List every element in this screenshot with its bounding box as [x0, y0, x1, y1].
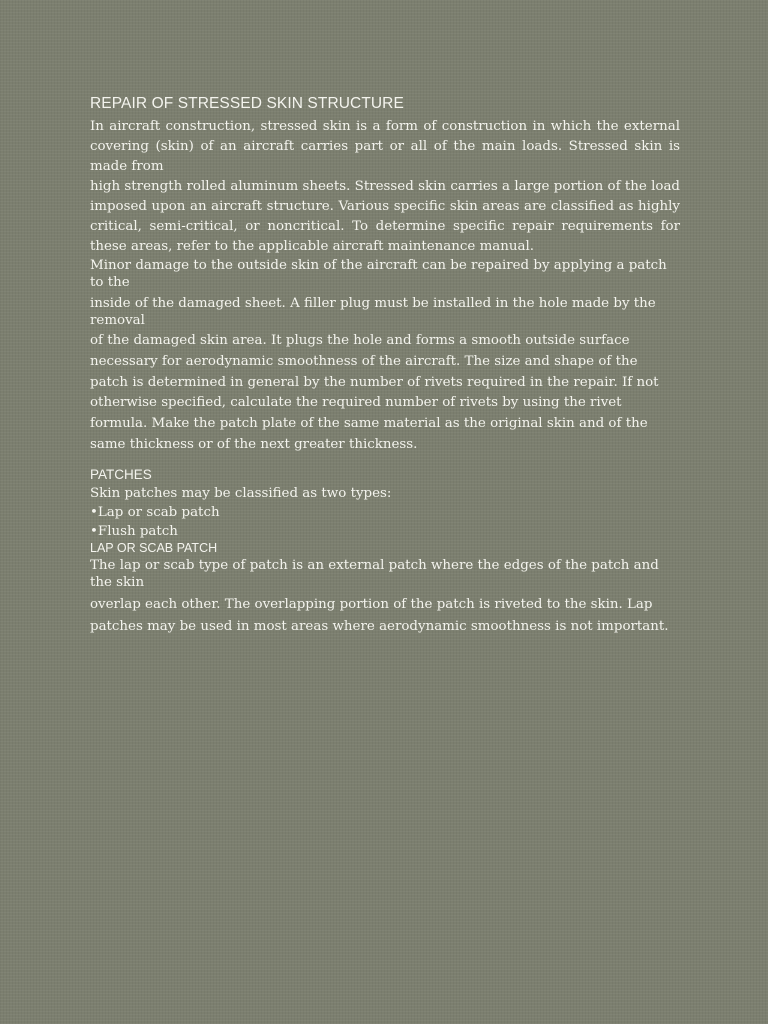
patch-type-item: •Flush patch — [90, 523, 178, 539]
page-title: REPAIR OF STRESSED SKIN STRUCTURE — [90, 95, 404, 112]
minor-damage-line-3: of the damaged skin area. It plugs the hole and forms a smooth outside surface — [90, 333, 630, 348]
lap-patch-heading: LAP OR SCAB PATCH — [90, 540, 218, 555]
patches-heading: PATCHES — [90, 466, 152, 482]
minor-damage-line-7: formula. Make the patch plate of the same material as the original skin and of the — [90, 416, 648, 432]
minor-damage-line-1: Minor damage to the outside skin of the aircraft can be repaired by applying a patch to the — [90, 258, 667, 290]
minor-damage-line-4: necessary for aerodynamic smoothness of the aircraft. The size and shape of the — [90, 353, 638, 369]
intro-paragraph-2: high strength rolled aluminum sheets. Stressed skin carries a large portion of the load imposed upon an aircraft structure. Various specific skin areas are classified as highly critical, semi-critical, or noncritical. To determine specific repair requirements for these areas, refer to the applicable aircraft maintenance manual. — [90, 179, 680, 254]
intro-paragraph-1: In aircraft construction, stressed skin is a form of construction in which the external covering (skin) of an aircraft carries part or all of the main loads. Stressed skin is made from — [90, 119, 680, 174]
minor-damage-line-8: same thickness or of the next greater thickness. — [90, 436, 418, 452]
lap-patch-line-2: overlap each other. The overlapping portion of the patch is riveted to the skin. Lap — [90, 596, 653, 612]
patch-type-item: •Lap or scab patch — [90, 504, 220, 520]
lap-patch-line-3: patches may be used in most areas where aerodynamic smoothness is not important. — [90, 618, 669, 634]
document-page — [90, 95, 680, 638]
lap-patch-line-1: The lap or scab type of patch is an external patch where the edges of the patch and the skin — [90, 557, 659, 590]
minor-damage-line-2: inside of the damaged sheet. A filler plug must be installed in the hole made by the removal — [90, 296, 656, 328]
minor-damage-line-5: patch is determined in general by the number of rivets required in the repair. If not — [90, 374, 659, 390]
minor-damage-line-6: otherwise specified, calculate the required number of rivets by using the rivet — [90, 395, 622, 411]
patches-intro: Skin patches may be classified as two types: — [90, 485, 392, 501]
